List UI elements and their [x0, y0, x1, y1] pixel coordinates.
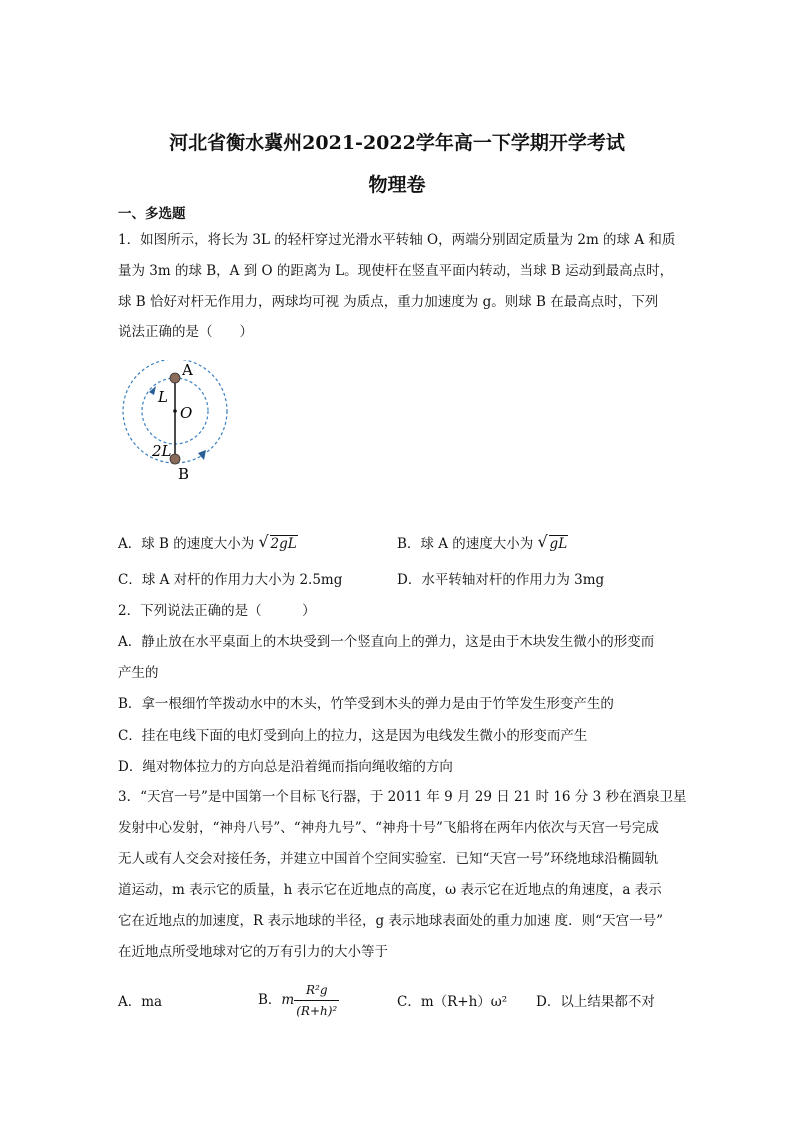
- sqrt-2gl: √ 2gL: [258, 532, 297, 552]
- label-2l: 2L: [152, 442, 172, 460]
- q2-line-4: B．拿一根细竹竿拨动水中的木头，竹竿受到木头的弹力是由于竹竿发生形变产生的: [118, 696, 614, 712]
- q3-option-d: D．以上结果都不对: [536, 994, 655, 1010]
- q3-line-6: 在近地点所受地球对它的万有引力的大小等于: [118, 944, 388, 960]
- q1-option-a-text: A．球 B 的速度大小为: [118, 536, 259, 552]
- q2-line-3: 产生的: [118, 665, 159, 681]
- fraction-numerator: R²g: [294, 980, 339, 1001]
- pivot-point: [173, 409, 177, 413]
- q3-option-b-fraction: [294, 980, 339, 1021]
- sqrt-gl: √ gL: [537, 532, 568, 552]
- q1-line-1: 1．如图所示，将长为 3L 的轻杆穿过光滑水平转轴 O，两端分别固定质量为 2m 的球 A 和质: [118, 232, 676, 248]
- q1-line-3: 球 B 恰好对杆无作用力，两球均可视 为质点，重力加速度为 g。则球 B 在最高点时，下列: [118, 294, 659, 310]
- q1-option-a: [118, 534, 298, 554]
- fraction-denominator: (R+h)²: [296, 1004, 338, 1018]
- label-b: B: [178, 465, 190, 483]
- sqrt-2gl-radicand: 2gL: [270, 536, 297, 552]
- q1-option-b-text: B．球 A 的速度大小为: [397, 536, 538, 552]
- q3-line-4: 道运动，m 表示它的质量，h 表示它在近地点的高度，ω 表示它在近地点的角速度，a 表示: [118, 882, 662, 898]
- q3-line-5: 它在近地点的加速度，R 表示地球的半径，g 表示地球表面处的重力加速 度．则“天宫一号”: [118, 913, 663, 929]
- label-o: O: [180, 404, 193, 422]
- q3-line-2: 发射中心发射，“神舟八号”、“神舟九号”、“神舟十号”飞船将在两年内依次与天宫一号完成: [118, 820, 659, 836]
- label-a: A: [182, 361, 193, 379]
- q1-line-4: 说法正确的是（ ）: [118, 324, 253, 340]
- q1-option-b: [397, 534, 568, 554]
- document-title: 河北省衡水冀州2021-2022学年高一下学期开学考试: [169, 132, 625, 154]
- q3-option-a: A．ma: [118, 994, 163, 1010]
- q3-line-1: 3．“天宫一号”是中国第一个目标飞行器，于 2011 年 9 月 29 日 21 时 16 分 3 秒在酒泉卫星: [118, 789, 687, 805]
- q2-line-5: C．挂在电线下面的电灯受到向上的拉力，这是因为电线发生微小的形变而产生: [118, 728, 588, 744]
- ball-a: [170, 373, 180, 383]
- q2-line-1: 2．下列说法正确的是（ ）: [118, 603, 316, 619]
- q1-option-c: C．球 A 对杆的作用力大小为 2.5mg: [118, 572, 343, 588]
- rotating-rod-diagram: [118, 360, 238, 490]
- document-subtitle: 物理卷: [368, 174, 426, 196]
- arrow-icon-outer: [198, 450, 206, 460]
- q3-line-3: 无人或有人交会对接任务，并建立中国首个空间实验室．已知“天宫一号”环绕地球沿椭圆轨: [118, 851, 659, 867]
- section-heading: 一、多选题: [118, 206, 186, 222]
- label-l: L: [158, 388, 168, 406]
- q1-option-d: D．水平转轴对杆的作用力为 3mg: [397, 572, 605, 588]
- sqrt-gl-radicand: gL: [549, 536, 568, 552]
- arrow-icon-inner: [149, 386, 156, 395]
- q3-option-b-text: B．: [258, 992, 282, 1008]
- q3-option-c: C．m（R+h）ω²: [397, 994, 508, 1010]
- q2-line-6: D．绳对物体拉力的方向总是沿着绳而指向绳收缩的方向: [118, 759, 453, 775]
- q3-option-b-coef: m: [281, 992, 295, 1008]
- q2-line-2: A．静止放在水平桌面上的木块受到一个竖直向上的弹力，这是由于木块发生微小的形变而: [118, 634, 655, 650]
- q3-option-b: [258, 980, 339, 1021]
- q1-line-2: 量为 3m 的球 B，A 到 O 的距离为 L。现使杆在竖直平面内转动，当球 B 运动到最高点时，: [118, 263, 674, 279]
